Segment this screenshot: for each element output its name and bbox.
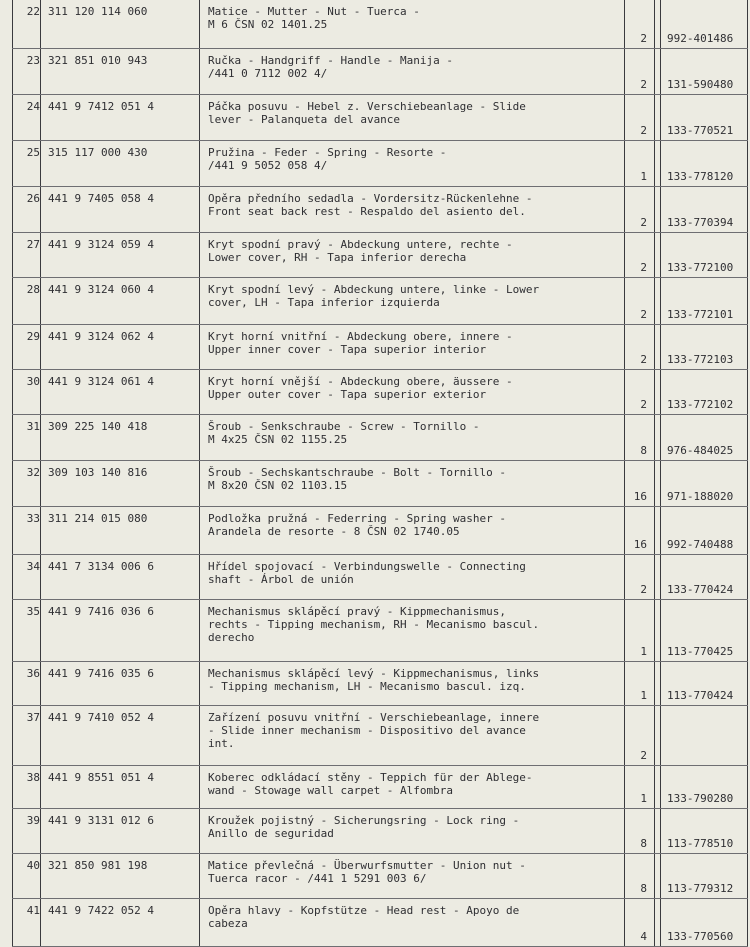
part-number-text: 441 9 8551 051 4 xyxy=(48,770,154,784)
part-description-text: Pružina - Feder - Spring - Resorte - /441 9 5052 058 4/ xyxy=(208,145,447,172)
table-row xyxy=(13,48,748,94)
position-number xyxy=(13,232,41,277)
quantity-text: 8 xyxy=(640,836,647,850)
part-number-text: 441 9 3124 062 4 xyxy=(48,329,154,343)
quantity xyxy=(625,94,655,140)
part-number-text: 441 9 3124 059 4 xyxy=(48,237,154,251)
part-number xyxy=(41,48,200,94)
order-number xyxy=(661,599,748,661)
position-number xyxy=(13,186,41,232)
order-number-text: 976-484025 xyxy=(667,443,734,457)
part-number xyxy=(41,898,200,946)
part-number xyxy=(41,140,200,186)
part-description xyxy=(200,369,625,414)
part-number xyxy=(41,506,200,554)
quantity-text: 2 xyxy=(640,123,647,137)
table-row xyxy=(13,186,748,232)
position-number-text: 30 xyxy=(26,374,40,388)
position-number-text: 34 xyxy=(26,559,40,573)
quantity xyxy=(625,808,655,853)
table-row xyxy=(13,765,748,808)
quantity-text: 8 xyxy=(640,881,647,895)
quantity xyxy=(625,232,655,277)
part-description xyxy=(200,705,625,765)
part-number xyxy=(41,765,200,808)
order-number xyxy=(661,765,748,808)
part-description-text: Hřídel spojovací - Verbindungswelle - Connecting shaft - Árbol de unión xyxy=(208,559,526,586)
position-number xyxy=(13,94,41,140)
part-number xyxy=(41,554,200,599)
position-number xyxy=(13,808,41,853)
position-number-text: 28 xyxy=(26,282,40,296)
order-number-text: 133-772100 xyxy=(667,260,734,274)
order-number xyxy=(661,554,748,599)
position-number xyxy=(13,324,41,369)
part-number-text: 321 851 010 943 xyxy=(48,53,148,67)
quantity xyxy=(625,186,655,232)
table-row xyxy=(13,599,748,661)
position-number-text: 31 xyxy=(26,419,40,433)
position-number-text: 22 xyxy=(26,5,40,18)
quantity xyxy=(625,705,655,765)
part-number xyxy=(41,460,200,506)
part-number xyxy=(41,661,200,705)
part-description xyxy=(200,808,625,853)
quantity xyxy=(625,277,655,324)
position-number xyxy=(13,414,41,460)
position-number xyxy=(13,277,41,324)
part-description xyxy=(200,232,625,277)
order-number-text: 131-590480 xyxy=(667,77,734,91)
part-number-text: 441 9 7410 052 4 xyxy=(48,710,154,724)
position-number-text: 29 xyxy=(26,329,40,343)
part-description-text: Kryt horní vnější - Abdeckung obere, äussere - Upper outer cover - Tapa superior exterior xyxy=(208,374,513,401)
order-number xyxy=(661,414,748,460)
quantity xyxy=(625,140,655,186)
table-row xyxy=(13,808,748,853)
order-number-text: 133-770424 xyxy=(667,582,734,596)
quantity xyxy=(625,506,655,554)
order-number-text: 133-790280 xyxy=(667,791,734,805)
order-number xyxy=(661,94,748,140)
table-row xyxy=(13,324,748,369)
position-number-text: 38 xyxy=(26,770,40,784)
position-number xyxy=(13,506,41,554)
position-number-text: 39 xyxy=(26,813,40,827)
order-number xyxy=(661,0,748,48)
table-row xyxy=(13,554,748,599)
part-description-text: Zařízení posuvu vnitřní - Verschiebeanlage, innere - Slide inner mechanism - Dispositivo del avance int. xyxy=(208,710,540,750)
part-description-text: Kryt horní vnitřní - Abdeckung obere, innere - Upper inner cover - Tapa superior interior xyxy=(208,329,513,356)
quantity xyxy=(625,599,655,661)
part-number-text: 441 9 3131 012 6 xyxy=(48,813,154,827)
quantity xyxy=(625,853,655,898)
part-description xyxy=(200,0,625,48)
position-number xyxy=(13,765,41,808)
order-number xyxy=(661,661,748,705)
quantity-text: 2 xyxy=(640,307,647,321)
part-number-text: 441 9 7416 036 6 xyxy=(48,604,154,618)
order-number-text: 133-778120 xyxy=(667,169,734,183)
part-number-text: 321 850 981 198 xyxy=(48,858,148,872)
part-description xyxy=(200,140,625,186)
position-number-text: 40 xyxy=(26,858,40,872)
part-description-text: Matice převlečná - Überwurfsmutter - Union nut - Tuerca racor - /441 1 5291 003 6/ xyxy=(208,858,526,885)
quantity-text: 1 xyxy=(640,791,647,805)
part-description-text: Koberec odkládací stěny - Teppich für der Ablege- wand - Stowage wall carpet - Alfombra xyxy=(208,770,533,797)
part-number-text: 311 120 114 060 xyxy=(48,5,148,18)
part-description xyxy=(200,506,625,554)
part-description-text: Opěra hlavy - Kopfstütze - Head rest - Apoyo de cabeza xyxy=(208,903,520,930)
part-description-text: Šroub - Sechskantschraube - Bolt - Tornillo - M 8x20 ČSN 02 1103.15 xyxy=(208,465,507,492)
part-description xyxy=(200,661,625,705)
position-number-text: 26 xyxy=(26,191,40,205)
table-row xyxy=(13,460,748,506)
position-number-text: 32 xyxy=(26,465,40,479)
order-number xyxy=(661,808,748,853)
quantity-text: 2 xyxy=(640,397,647,411)
quantity xyxy=(625,554,655,599)
table-row xyxy=(13,661,748,705)
part-number xyxy=(41,324,200,369)
part-number-text: 309 225 140 418 xyxy=(48,419,148,433)
quantity-text: 1 xyxy=(640,644,647,658)
order-number-text: 113-770424 xyxy=(667,688,734,702)
quantity xyxy=(625,414,655,460)
part-description xyxy=(200,186,625,232)
part-number-text: 441 9 7422 052 4 xyxy=(48,903,154,917)
part-description xyxy=(200,324,625,369)
position-number-text: 23 xyxy=(26,53,40,67)
parts-table xyxy=(12,0,748,947)
part-description-text: Mechanismus sklápěcí levý - Kippmechanismus, links - Tipping mechanism, LH - Mecanismo bascul. izq. xyxy=(208,666,540,693)
quantity-text: 1 xyxy=(640,688,647,702)
table-row xyxy=(13,898,748,946)
part-description xyxy=(200,414,625,460)
quantity-text: 2 xyxy=(640,352,647,366)
position-number-text: 33 xyxy=(26,511,40,525)
part-number-text: 441 9 7416 035 6 xyxy=(48,666,154,680)
order-number xyxy=(661,369,748,414)
part-description-text: Kryt spodní levý - Abdeckung untere, linke - Lower cover, LH - Tapa inferior izquierda xyxy=(208,282,540,309)
part-description xyxy=(200,277,625,324)
position-number-text: 27 xyxy=(26,237,40,251)
quantity xyxy=(625,48,655,94)
part-number xyxy=(41,808,200,853)
parts-table-body xyxy=(13,0,748,946)
part-number xyxy=(41,369,200,414)
part-number-text: 311 214 015 080 xyxy=(48,511,148,525)
part-number xyxy=(41,414,200,460)
part-number xyxy=(41,599,200,661)
position-number xyxy=(13,661,41,705)
part-description xyxy=(200,460,625,506)
part-description xyxy=(200,94,625,140)
order-number-text: 133-772103 xyxy=(667,352,734,366)
quantity-text: 4 xyxy=(640,929,647,943)
quantity-text: 2 xyxy=(640,260,647,274)
part-description-text: Kryt spodní pravý - Abdeckung untere, rechte - Lower cover, RH - Tapa inferior derecha xyxy=(208,237,513,264)
order-number-text: 113-778510 xyxy=(667,836,734,850)
order-number xyxy=(661,898,748,946)
order-number xyxy=(661,48,748,94)
position-number xyxy=(13,0,41,48)
table-row xyxy=(13,94,748,140)
quantity-text: 2 xyxy=(640,215,647,229)
quantity-text: 8 xyxy=(640,443,647,457)
part-description xyxy=(200,599,625,661)
part-description-text: Matice - Mutter - Nut - Tuerca - M 6 ČSN 02 1401.25 xyxy=(208,5,420,31)
position-number xyxy=(13,599,41,661)
part-number xyxy=(41,853,200,898)
table-row xyxy=(13,277,748,324)
order-number xyxy=(661,460,748,506)
order-number xyxy=(661,705,748,765)
part-number xyxy=(41,94,200,140)
order-number-text: 133-772101 xyxy=(667,307,734,321)
position-number-text: 41 xyxy=(26,903,40,917)
table-row xyxy=(13,414,748,460)
position-number xyxy=(13,369,41,414)
position-number-text: 25 xyxy=(26,145,40,159)
part-description-text: Mechanismus sklápěcí pravý - Kippmechanismus, rechts - Tipping mechanism, RH - Mecanismo bascul. derecho xyxy=(208,604,540,644)
order-number-text: 992-740488 xyxy=(667,537,734,551)
part-number xyxy=(41,232,200,277)
quantity xyxy=(625,661,655,705)
part-description xyxy=(200,898,625,946)
part-description xyxy=(200,765,625,808)
position-number xyxy=(13,140,41,186)
order-number-text: 133-770560 xyxy=(667,929,734,943)
part-number xyxy=(41,705,200,765)
position-number xyxy=(13,705,41,765)
quantity xyxy=(625,898,655,946)
part-description-text: Páčka posuvu - Hebel z. Verschiebeanlage - Slide lever - Palanqueta del avance xyxy=(208,99,526,126)
position-number xyxy=(13,853,41,898)
part-number xyxy=(41,277,200,324)
quantity-text: 1 xyxy=(640,169,647,183)
table-row xyxy=(13,0,748,48)
order-number xyxy=(661,277,748,324)
table-row xyxy=(13,140,748,186)
part-number-text: 315 117 000 430 xyxy=(48,145,148,159)
quantity-text: 2 xyxy=(640,748,647,762)
part-number-text: 309 103 140 816 xyxy=(48,465,148,479)
order-number-text: 133-770521 xyxy=(667,123,734,137)
quantity xyxy=(625,324,655,369)
part-number-text: 441 7 3134 006 6 xyxy=(48,559,154,573)
part-number xyxy=(41,186,200,232)
table-row xyxy=(13,853,748,898)
quantity xyxy=(625,0,655,48)
part-number-text: 441 9 3124 061 4 xyxy=(48,374,154,388)
table-row xyxy=(13,705,748,765)
part-number-text: 441 9 7412 051 4 xyxy=(48,99,154,113)
order-number-text: 992-401486 xyxy=(667,31,734,45)
order-number xyxy=(661,232,748,277)
order-number-text: 113-770425 xyxy=(667,644,734,658)
position-number-text: 37 xyxy=(26,710,40,724)
position-number xyxy=(13,554,41,599)
part-number-text: 441 9 3124 060 4 xyxy=(48,282,154,296)
order-number-text: 113-779312 xyxy=(667,881,734,895)
part-description xyxy=(200,853,625,898)
table-row xyxy=(13,232,748,277)
part-description xyxy=(200,48,625,94)
position-number-text: 24 xyxy=(26,99,40,113)
position-number xyxy=(13,898,41,946)
order-number xyxy=(661,506,748,554)
table-row xyxy=(13,506,748,554)
quantity xyxy=(625,460,655,506)
quantity-text: 2 xyxy=(640,77,647,91)
order-number xyxy=(661,186,748,232)
quantity xyxy=(625,369,655,414)
quantity-text: 16 xyxy=(633,489,647,503)
quantity-text: 2 xyxy=(640,31,647,45)
part-description-text: Kroužek pojistný - Sicherungsring - Lock ring - Anillo de seguridad xyxy=(208,813,520,840)
part-number-text: 441 9 7405 058 4 xyxy=(48,191,154,205)
part-description-text: Opěra předního sedadla - Vordersitz-Rückenlehne - Front seat back rest - Respaldo del asiento del. xyxy=(208,191,533,218)
quantity-text: 2 xyxy=(640,582,647,596)
order-number-text: 133-772102 xyxy=(667,397,734,411)
order-number xyxy=(661,324,748,369)
quantity xyxy=(625,765,655,808)
position-number-text: 35 xyxy=(26,604,40,618)
quantity-text: 16 xyxy=(633,537,647,551)
part-description-text: Ručka - Handgriff - Handle - Manija - /441 0 7112 002 4/ xyxy=(208,53,454,80)
part-description-text: Podložka pružná - Federring - Spring washer - Arandela de resorte - 8 ČSN 02 1740.05 xyxy=(208,511,507,538)
order-number-text: 971-188020 xyxy=(667,489,734,503)
part-description-text: Šroub - Senkschraube - Screw - Tornillo - M 4x25 ČSN 02 1155.25 xyxy=(208,419,480,446)
part-description xyxy=(200,554,625,599)
order-number xyxy=(661,853,748,898)
order-number-text: 133-770394 xyxy=(667,215,734,229)
table-row xyxy=(13,369,748,414)
order-number xyxy=(661,140,748,186)
position-number xyxy=(13,48,41,94)
part-number xyxy=(41,0,200,48)
position-number xyxy=(13,460,41,506)
position-number-text: 36 xyxy=(26,666,40,680)
